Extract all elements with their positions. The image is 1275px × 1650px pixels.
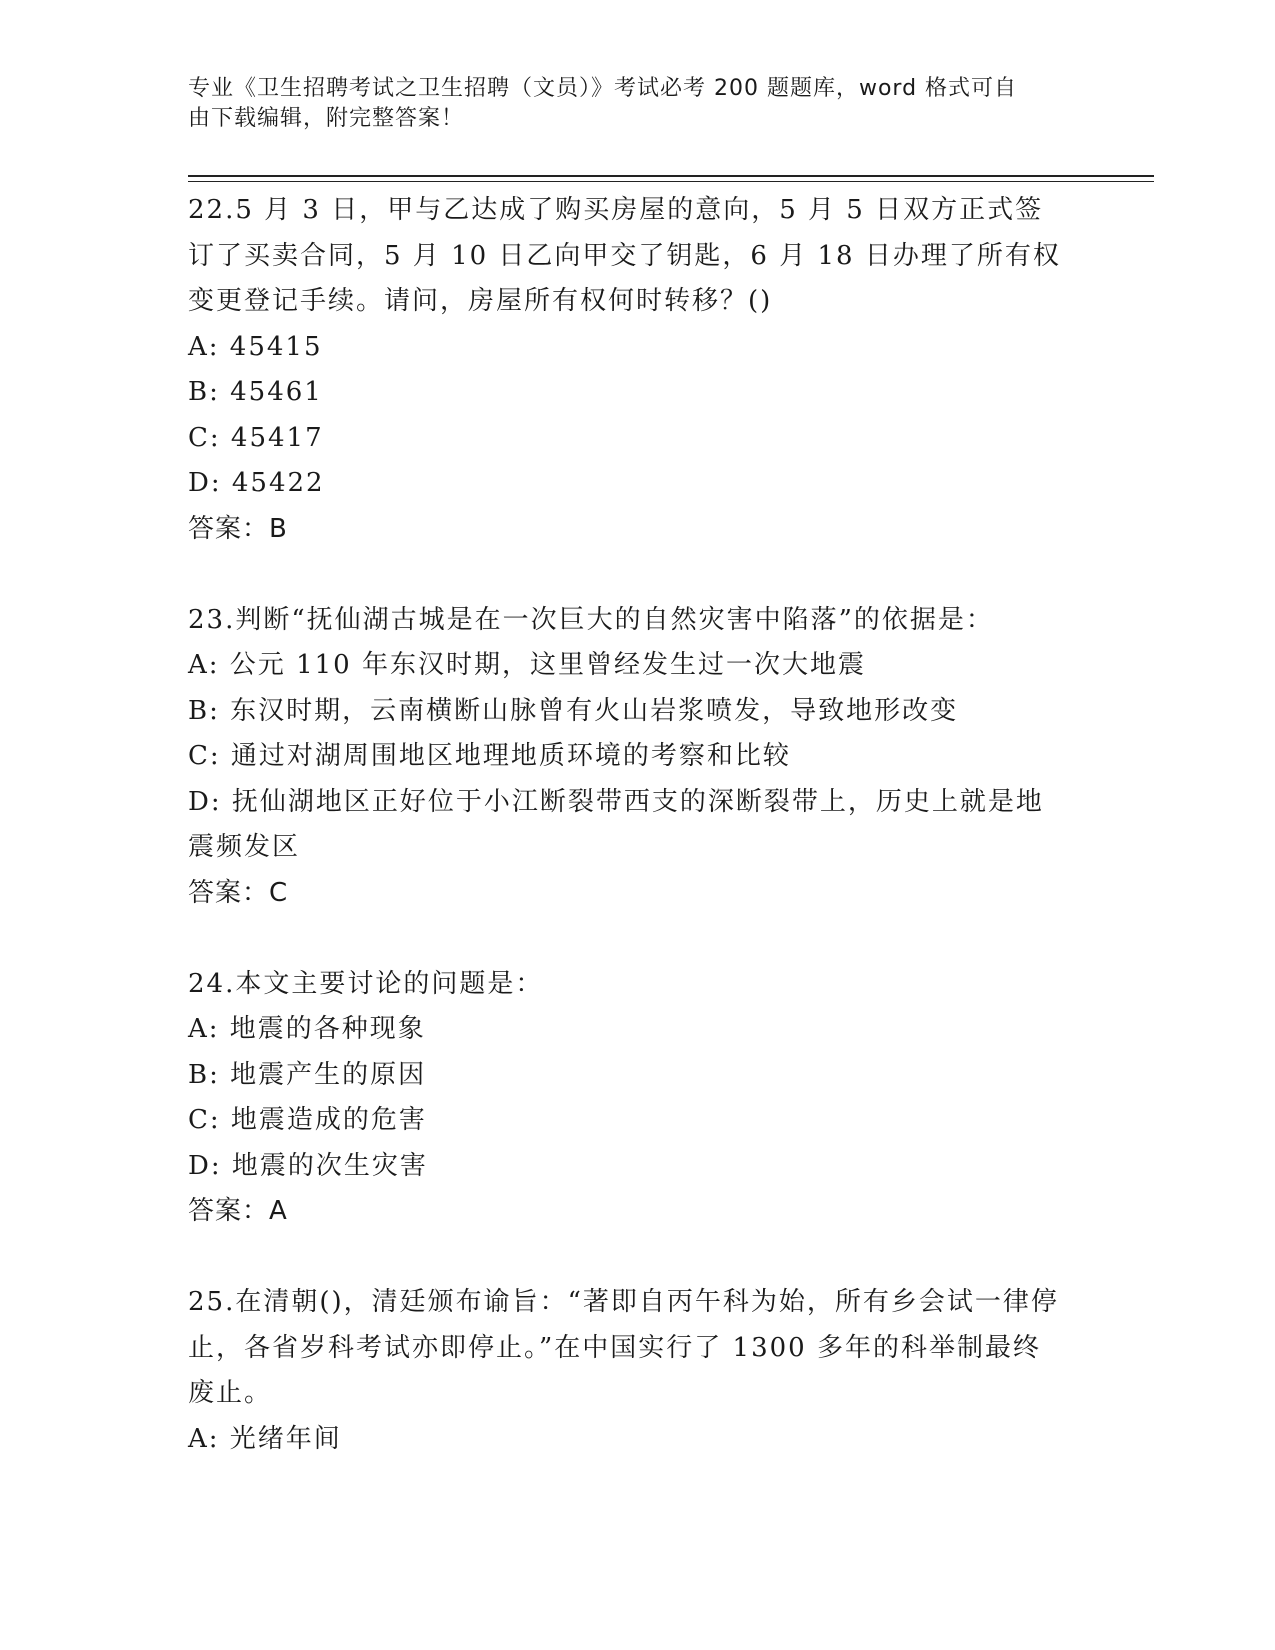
- question-23: [188, 598, 1088, 917]
- option-c: C: 通过对湖周围地区地理地质环境的考察和比较: [188, 741, 791, 771]
- option-d: D: 抚仙湖地区正好位于小江断裂带西支的深断裂带上，历史上就是地震频发区: [188, 786, 1044, 862]
- question-text: 25.在清朝()，清廷颁布谕旨：“著即自丙午科为始，所有乡会试一律停止，各省岁科考试亦即停止。”在中国实行了 1300 多年的科举制最终废止。: [188, 1287, 1059, 1408]
- question-text: 24.本文主要讨论的问题是：: [188, 968, 544, 999]
- answer-label: 答案：A: [188, 1196, 288, 1226]
- option-b: B: 地震产生的原因: [188, 1059, 427, 1090]
- document-header: [188, 74, 1068, 134]
- header-divider-top: [188, 175, 1154, 177]
- option-a: A: 公元 110 年东汉时期，这里曾经发生过一次大地震: [188, 650, 866, 680]
- option-c: C: 45417: [188, 422, 324, 453]
- question-list: [188, 188, 1088, 1508]
- header-line-2: 由下载编辑，附完整答案！: [188, 106, 465, 131]
- option-a: A: 光绪年间: [188, 1423, 342, 1454]
- question-24: [188, 962, 1088, 1235]
- option-c: C: 地震造成的危害: [188, 1105, 427, 1135]
- question-text: 23.判断“抚仙湖古城是在一次巨大的自然灾害中陷落”的依据是：: [188, 604, 994, 635]
- option-b: B: 45461: [188, 377, 323, 407]
- option-d: D: 地震的次生灾害: [188, 1150, 428, 1181]
- header-divider-bottom: [188, 181, 1154, 182]
- option-a: A: 地震的各种现象: [188, 1014, 426, 1044]
- option-b: B: 东汉时期，云南横断山脉曾有火山岩浆喷发，导致地形改变: [188, 695, 959, 726]
- answer-label: 答案：B: [188, 513, 288, 544]
- header-line-1: 专业《卫生招聘考试之卫生招聘（文员）》考试必考 200 题题库，word 格式可自: [188, 76, 1018, 101]
- option-d: D: 45422: [188, 468, 325, 498]
- option-a: A: 45415: [188, 331, 323, 362]
- question-25: [188, 1280, 1088, 1462]
- question-text: 22.5 月 3 日，甲与乙达成了购买房屋的意向，5 月 5 日双方正式签订了买卖合同，5 月 10 日乙向甲交了钥匙，6 月 18 日办理了所有权变更登记手续。请问，房屋所有权何时转移？(): [188, 195, 1061, 316]
- answer-label: 答案：C: [188, 877, 289, 908]
- question-22: [188, 188, 1088, 552]
